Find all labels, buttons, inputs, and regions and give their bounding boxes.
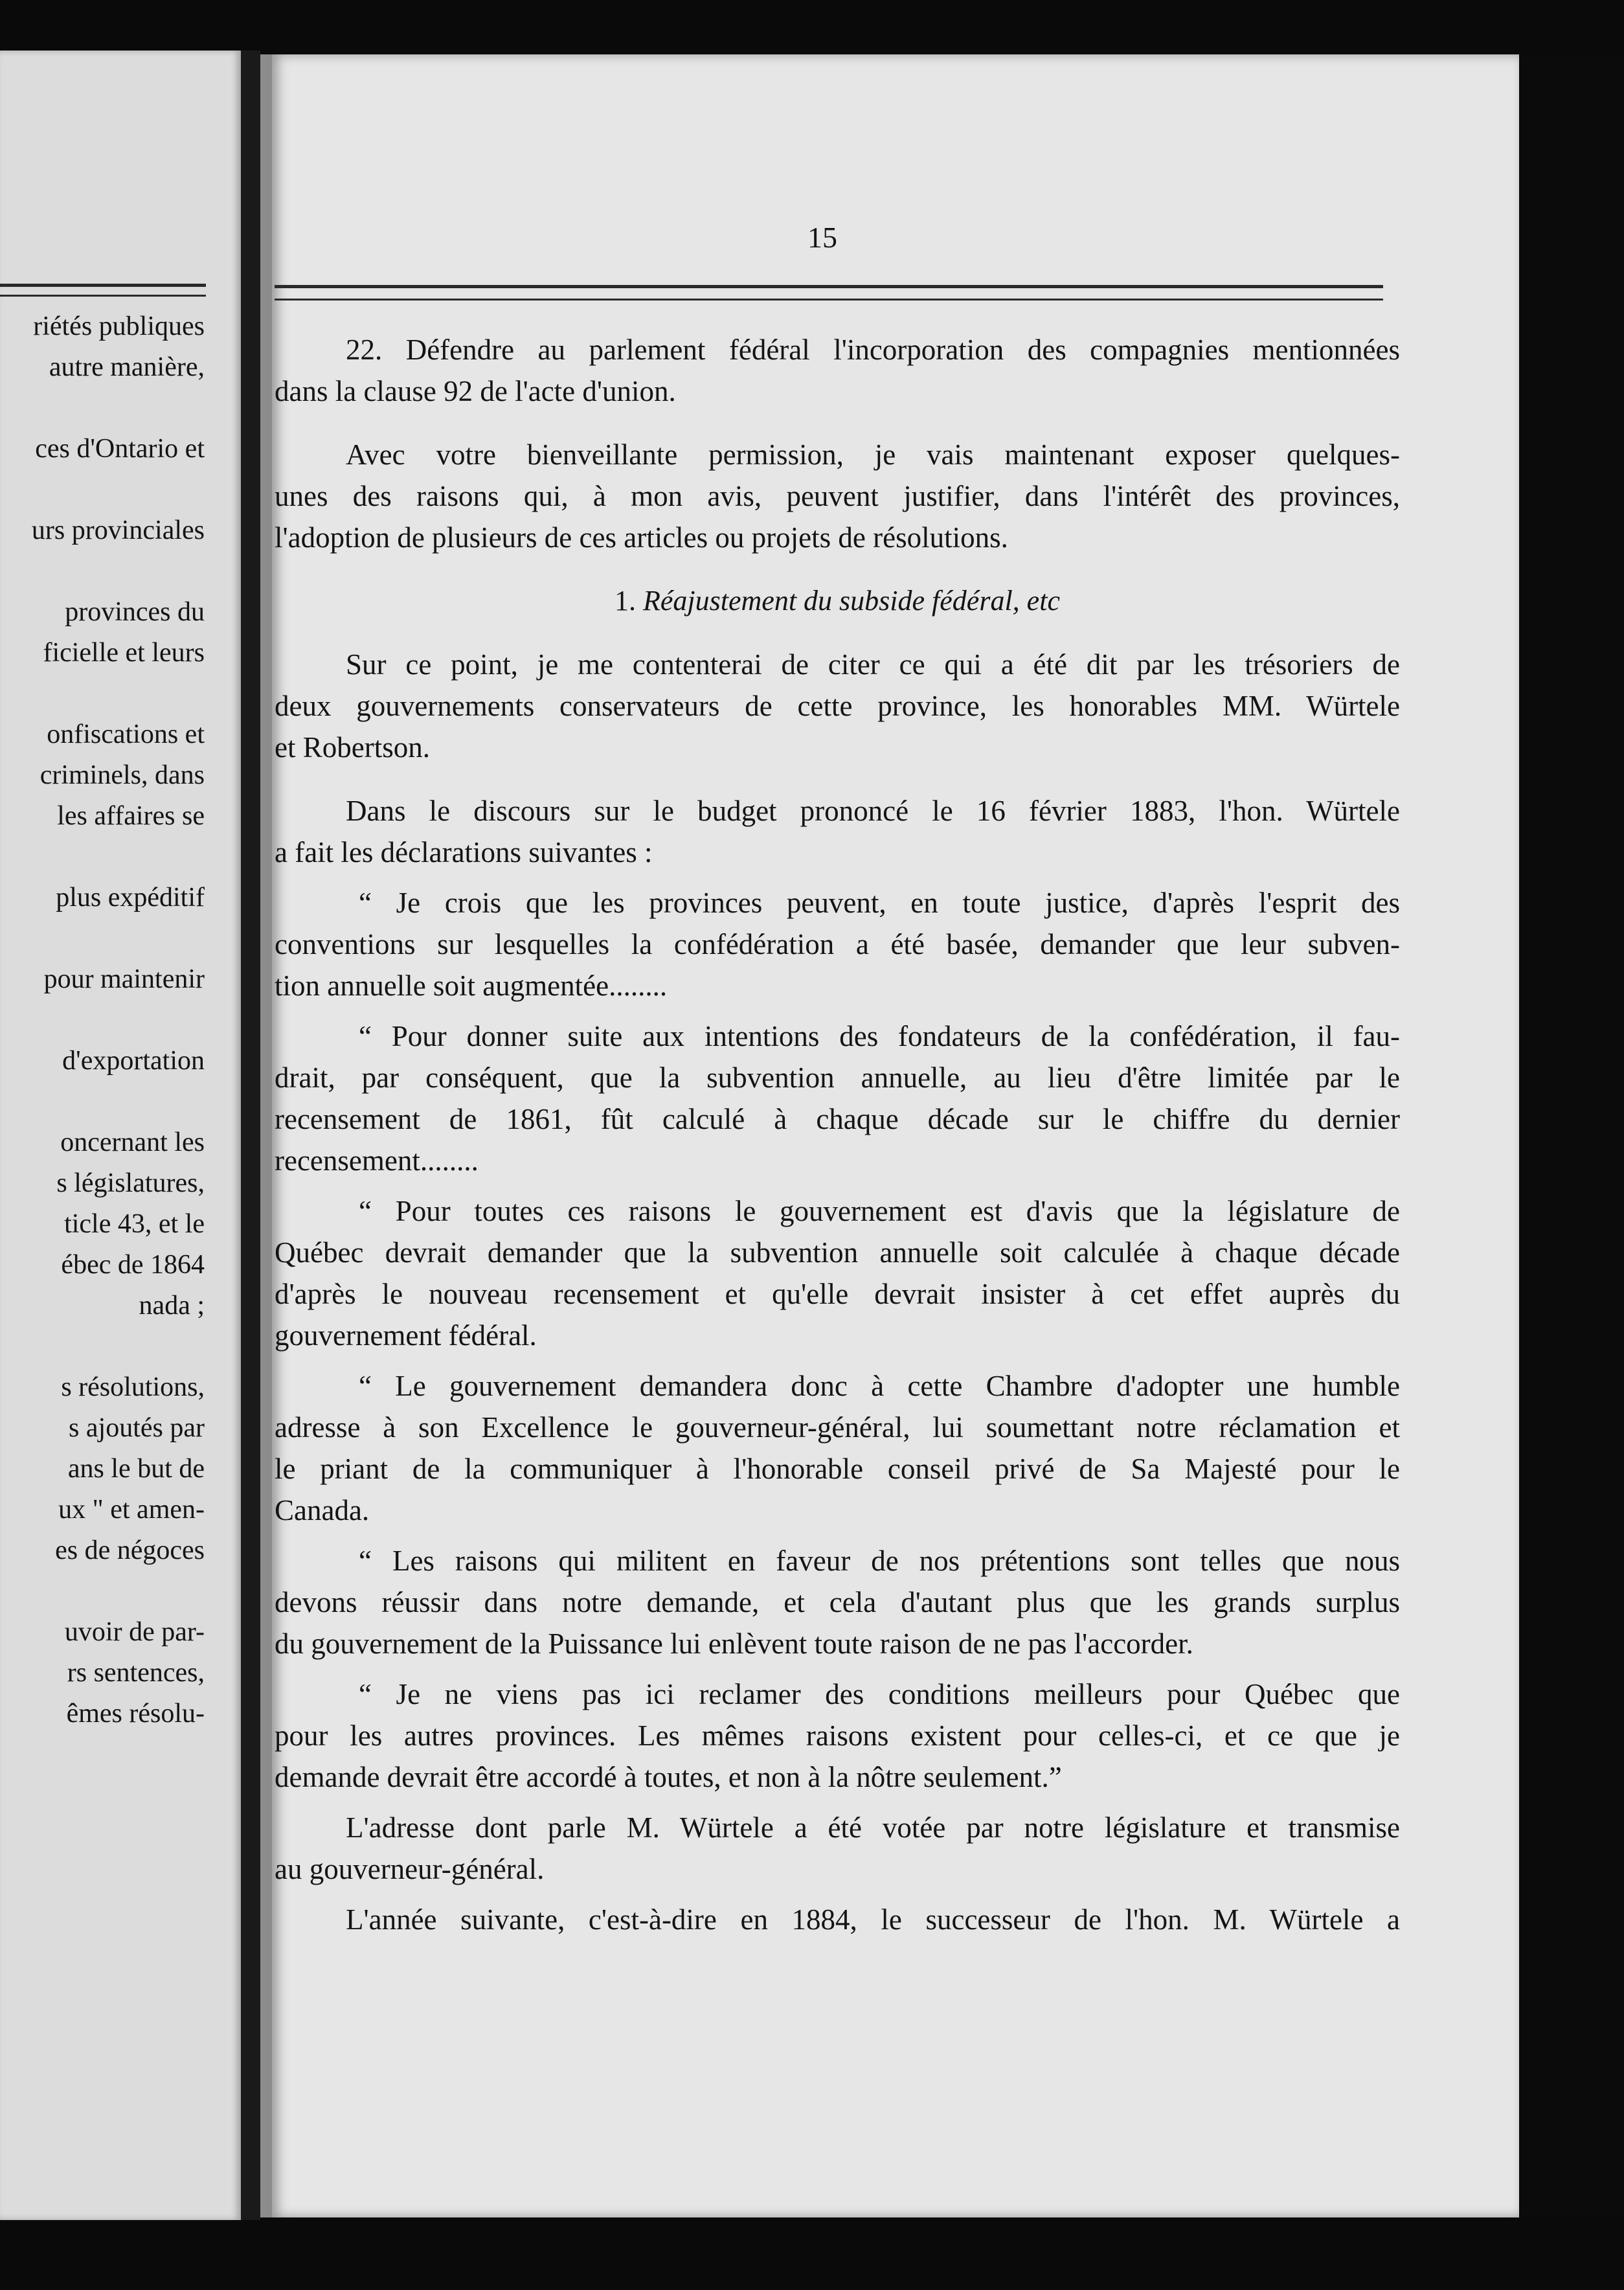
text-line: le priant de la communiquer à l'honorable conseil privé de Sa Majesté pour le [275,1453,1400,1485]
text-line: conventions sur lesquelles la confédération a été basée, demander que leur subven- [275,928,1400,960]
paragraph-tresoriers [275,644,1400,768]
paragraph-adresse [275,1807,1400,1890]
quote-2 [275,1015,1400,1181]
left-page-line: s législatures, [56,1168,205,1198]
left-page-line: uvoir de par- [64,1617,205,1647]
text-line: “ Le gouvernement demandera donc à cette Chambre d'adopter une humble [359,1370,1400,1402]
text-line: pour les autres provinces. Les mêmes raisons existent pour celles-ci, et ce que je [275,1719,1400,1752]
text-line: tion annuelle soit augmentée........ [275,969,668,1002]
left-page-line: ux " et amen- [58,1495,205,1525]
left-page-line: les affaires se [57,801,205,831]
text-line: L'année suivante, c'est-à-dire en 1884, le successeur de l'hon. M. Würtele a [346,1903,1400,1936]
text-line: dans la clause 92 de l'acte d'union. [275,375,676,407]
scan-background-right [1519,54,1624,2217]
left-page-line: s résolutions, [61,1372,205,1402]
text-line: deux gouvernements conservateurs de cette province, les honorables MM. Würtele [275,690,1400,722]
left-page-fragment [0,51,241,2220]
left-page-line: s ajoutés par [69,1413,205,1443]
text-line: gouvernement fédéral. [275,1319,537,1352]
text-line: adresse à son Excellence le gouverneur-général, lui soumettant notre réclamation et [275,1411,1400,1444]
left-page-header-rule [0,284,206,297]
text-line: drait, par conséquent, que la subvention annuelle, au lieu d'être limitée par le [275,1061,1400,1094]
section-heading [275,580,1400,622]
text-line: a fait les déclarations suivantes : [275,836,653,868]
left-page-line: d'exportation [62,1046,205,1076]
header-rule [275,285,1383,300]
left-page-line: ticle 43, et le [64,1209,205,1239]
page-edge-shadow [260,54,272,2217]
left-page-line: provinces du [65,597,205,627]
paragraph-budget [275,790,1400,873]
left-page-line: urs provinciales [31,516,205,545]
text-line: “ Je ne viens pas ici reclamer des conditions meilleurs pour Québec que [359,1678,1400,1710]
left-page-line: nada ; [139,1291,205,1321]
text-line: Québec devrait demander que la subvention annuelle soit calculée à chaque décade [275,1236,1400,1269]
left-page-line: ans le but de [67,1454,205,1484]
text-line: Sur ce point, je me contenterai de citer ce qui a été dit par les trésoriers de [346,648,1400,681]
text-line: L'adresse dont parle M. Würtele a été votée par notre législature et transmise [346,1811,1400,1844]
book-gutter [241,51,260,2220]
left-page-line: riétés publiques [33,312,205,341]
text-line: d'après le nouveau recensement et qu'elle devrait insister à cet effet auprès du [275,1278,1400,1310]
text-line: “ Pour donner suite aux intentions des fondateurs de la confédération, il fau- [359,1020,1400,1052]
text-line: “ Je crois que les provinces peuvent, en toute justice, d'après l'esprit des [359,887,1400,919]
text-line: Dans le discours sur le budget prononcé le 16 février 1883, l'hon. Würtele [346,795,1400,827]
paragraph-permission [275,434,1400,558]
quote-4 [275,1365,1400,1531]
text-line: au gouverneur-général. [275,1853,545,1885]
quote-5 [275,1540,1400,1664]
text-line: “ Les raisons qui militent en faveur de nos prétentions sont telles que nous [359,1545,1400,1577]
text-line: “ Pour toutes ces raisons le gouvernement est d'avis que la législature de [359,1195,1400,1227]
quote-1 [275,882,1400,1006]
paragraph-22 [275,329,1400,412]
text-line: recensement........ [275,1144,479,1177]
text-line: du gouvernement de la Puissance lui enlèvent toute raison de ne pas l'accorder. [275,1627,1193,1660]
left-page-line: ficielle et leurs [43,638,205,668]
quote-6 [275,1673,1400,1798]
left-page-line: ces d'Ontario et [35,434,205,464]
text-line: Avec votre bienveillante permission, je vais maintenant exposer quelques- [346,438,1400,471]
text-line: l'adoption de plusieurs de ces articles ou projets de résolutions. [275,521,1008,554]
left-page-line: oncernant les [60,1128,205,1157]
text-line: Canada. [275,1494,370,1526]
left-page-line: êmes résolu- [66,1699,205,1729]
left-page-line: criminels, dans [39,760,205,790]
text-line: demande devrait être accordé à toutes, et non à la nôtre seulement.” [275,1761,1062,1793]
left-page-line: ébec de 1864 [61,1250,205,1280]
text-line: recensement de 1861, fût calculé à chaque décade sur le chiffre du dernier [275,1103,1400,1135]
left-page-line: onfiscations et [47,720,205,749]
quote-3 [275,1190,1400,1356]
section-heading-text: Réajustement du subside fédéral, etc [643,585,1060,617]
text-line: 22. Défendre au parlement fédéral l'incorporation des compagnies mentionnées [346,334,1400,366]
left-page-line: pour maintenir [43,964,205,994]
left-page-line: es de négoces [55,1536,205,1565]
body-text [275,329,1400,1940]
section-heading-number: 1. [615,585,637,617]
text-line: et Robertson. [275,731,430,764]
text-line: unes des raisons qui, à mon avis, peuvent justifier, dans l'intérêt des provinces, [275,480,1400,512]
text-line: devons réussir dans notre demande, et cela d'autant plus que les grands surplus [275,1586,1400,1618]
paragraph-annee-suivante [275,1899,1400,1940]
page-number: 15 [807,221,837,254]
left-page-line: autre manière, [49,352,205,382]
left-page-line: rs sentences, [67,1658,205,1688]
left-page-line: plus expéditif [56,883,205,913]
